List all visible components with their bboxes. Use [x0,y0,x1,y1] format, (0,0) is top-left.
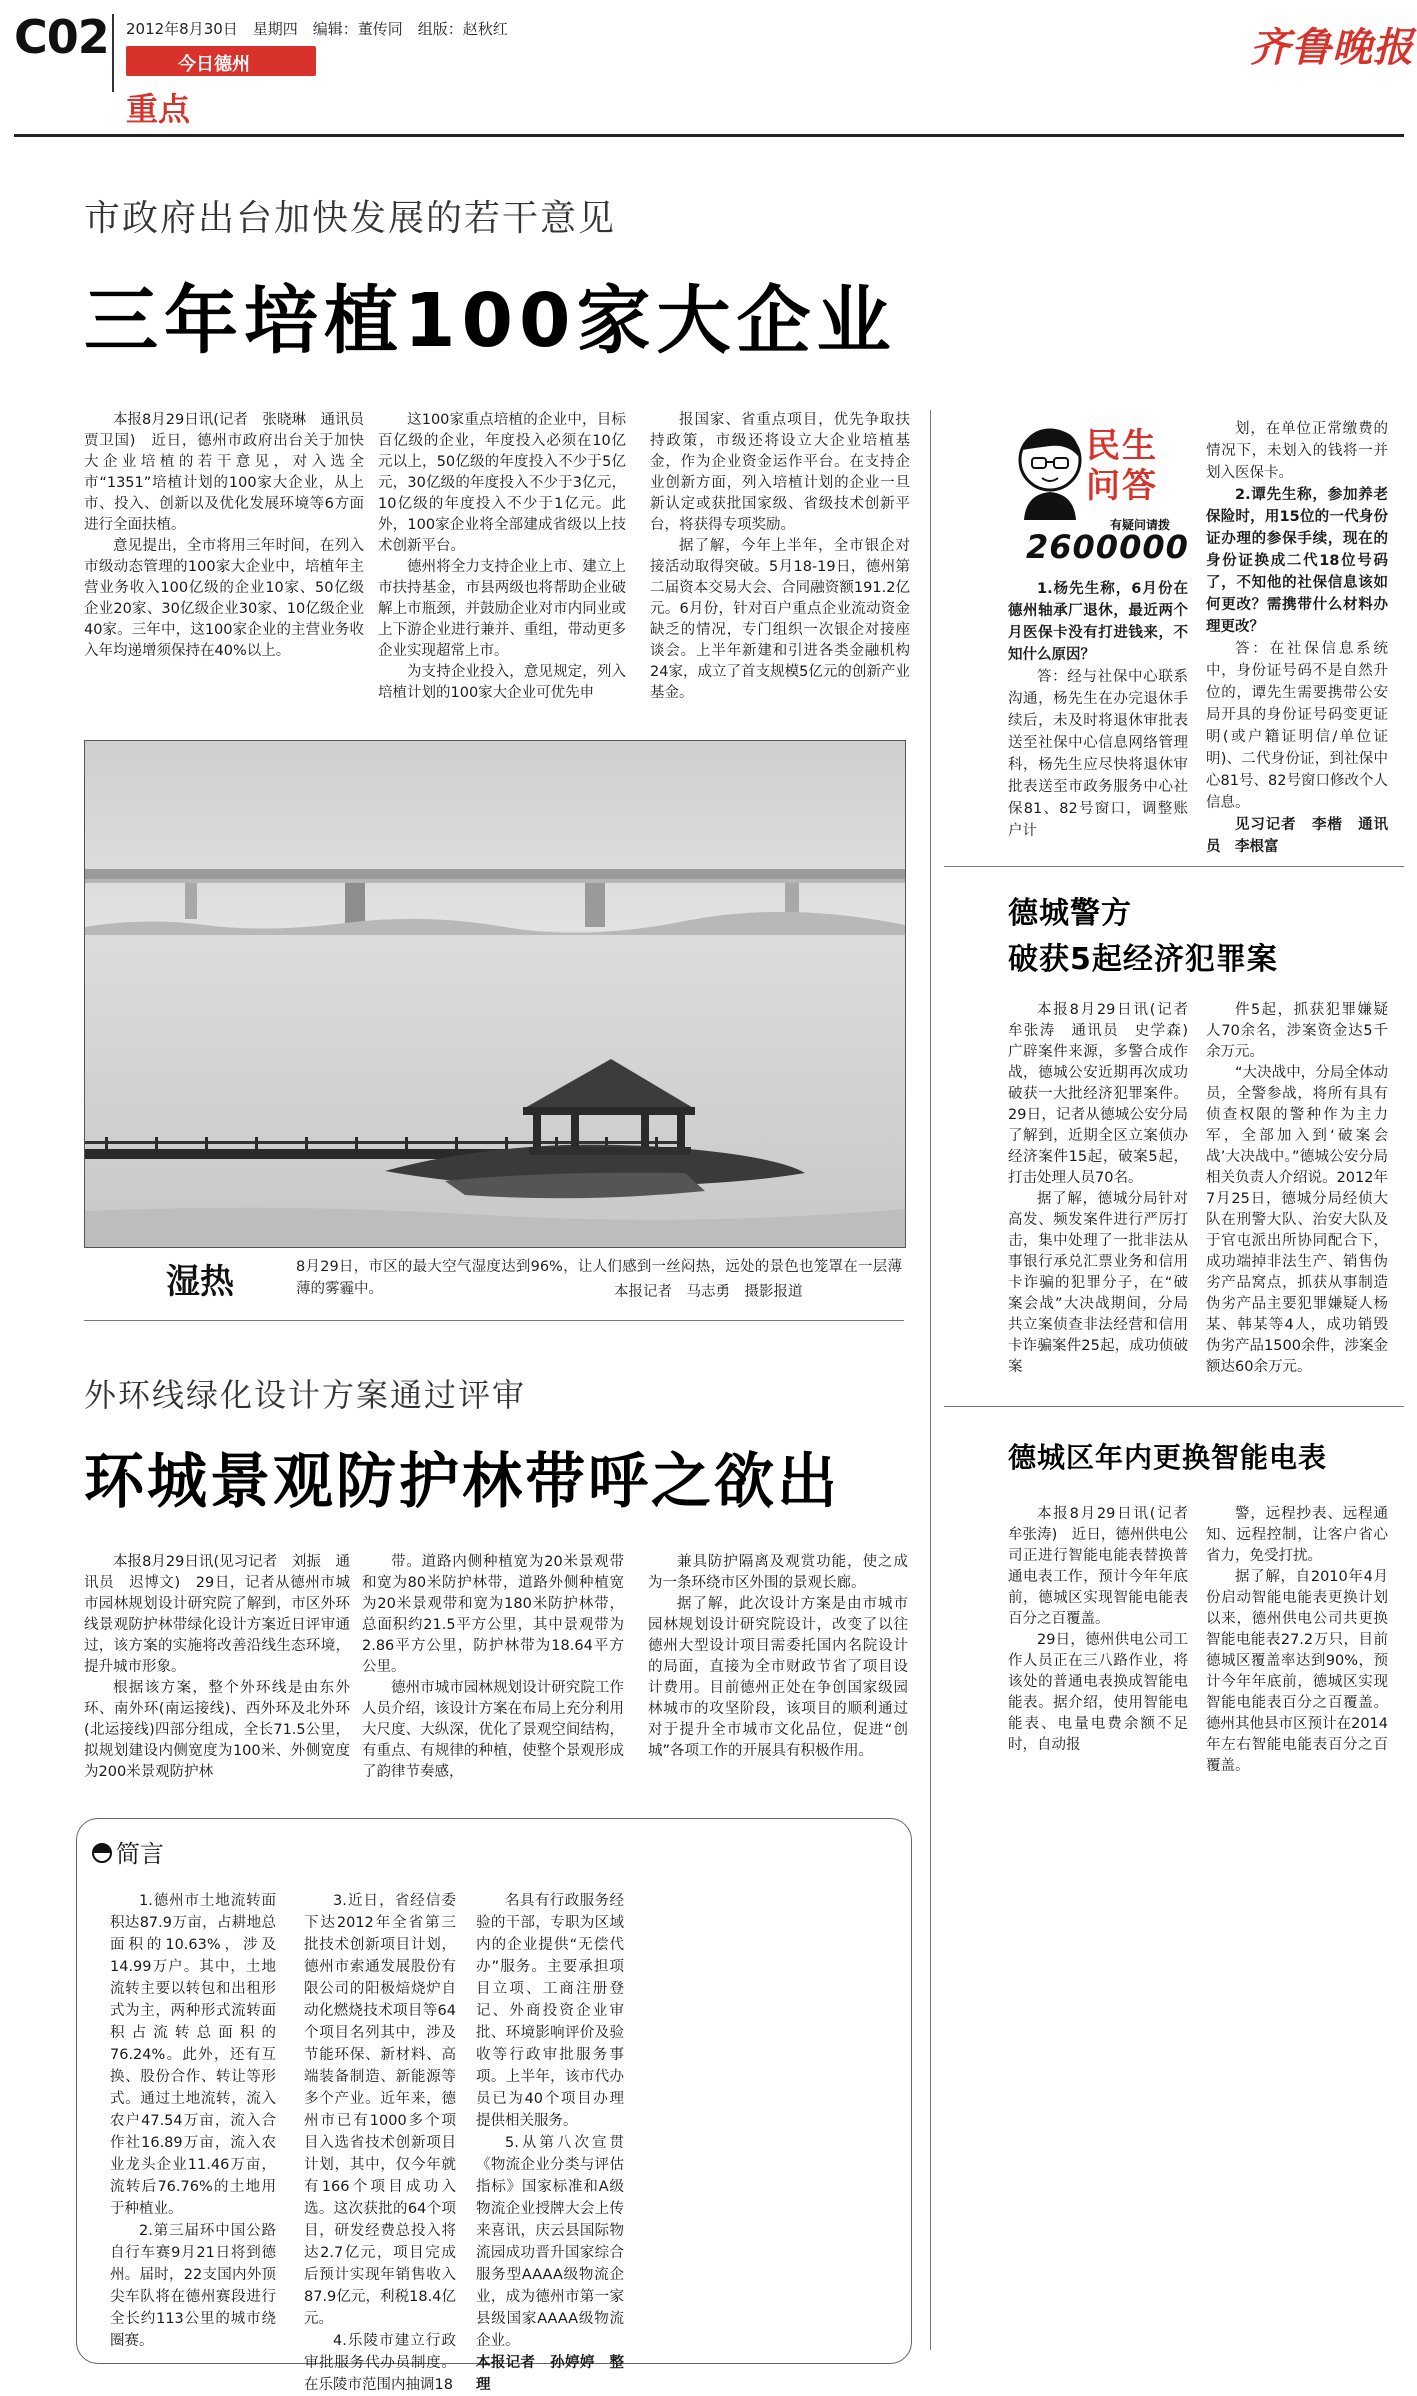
qa-column-1 [1008,578,1188,842]
green-paragraph: 兼具防护隔离及观赏功能，使之成为一条环绕市区外围的景观长廊。 [648,1554,908,1591]
lead-paragraph: 报国家、省重点项目，优先争取扶持政策，市级还将设立大企业培植基金，作为企业资金运作平台。在支持企业创新方面，列入培植计划的企业一旦新认定或获批国家级、省级技术创新平台，将获得专项奖励。 [650,412,910,533]
green-paragraph: 带。道路内侧种植宽为20米景观带和宽为80米防护林带，道路外侧种植宽为20米景观带和宽为180米防护林带，总面积约21.5平方公里，其中景观带为2.86平方公里，防护林带为18.64平方公里。 [362,1554,624,1675]
lead-paragraph: 德州将全力支持企业上市、建立上市扶持基金，市县两级也将帮助企业破解上市瓶颈，并鼓励企业对市内同业或上下游企业进行兼并、重组，带动更多企业实现超常上市。 [378,559,626,659]
meter-column-1 [1008,1504,1203,1756]
lead-paragraph: 为支持企业投入，意见规定，列入培植计划的100家大企业可优先申 [378,664,626,701]
photo-credit: 本报记者 马志勇 摄影报道 [614,1284,803,1300]
circle-icon [92,1843,112,1863]
green-paragraph: 本报8月29日讯(见习记者 刘振 通讯员 迟博文) 29日，记者从德州市城市园林规划设计研究院了解到，市区外环线景观防护林带绿化设计方案近日评审通过，该方案的实施将改善沿线生态环境，提升城市形象。 [84,1554,350,1675]
jianyan-item: 2.第三届环中国公路自行车赛9月21日将到德州。届时，22支国内外顶尖车队将在德州赛段进行全长约113公里的城市绕圈赛。 [110,2223,276,2349]
green-paragraph: 据了解，此次设计方案是由市城市园林规划设计研究院设计，改变了以往德州大型设计项目需委托国内名院设计的局面，直接为全市财政节省了项目设计费用。目前德州正处在争创国家级园林城市的攻坚阶段，该项目的顺利通过对于提升全市城市文化品位，促进“创城”各项工作的开展具有积极作用。 [648,1596,908,1759]
police-paragraph: 件5起，抓获犯罪嫌疑人70余名，涉案资金达5千余万元。 [1206,1002,1388,1060]
jianyan-item: 1.德州市土地流转面积达87.9万亩，占耕地总面积的10.63%，涉及14.99万户。其中，土地流转主要以转包和出租形式为主，两种形式流转面积占流转总面积的76.24%。此外，还有互换、股份合作、转让等形式。通过土地流转，流入农户47.54万亩，流入合作社16.89万亩，流入农业龙头企业11.46万亩，流转后76.76%的土地用于种植业。 [110,1893,276,2217]
jianyan-column-1 [110,1890,276,2352]
jianyan-item: 名具有行政服务经验的干部，专职为区域内的企业提供“无偿代办”服务。主要承担项目立项、工商注册登记、外商投资企业审批、环境影响评价及验收等行政审批服务事项。上半年，该市代办员已为40个项目办理提供相关服务。 [476,1893,624,2129]
hotline-label: 有疑问请拨 [1110,518,1171,532]
meter-paragraph: 本报8月29日讯(记者 牟张涛) 近日，德州供电公司正进行智能电能表替换普通电表工作，预计今年年底前，德城区实现智能电能表百分之百覆盖。 [1008,1506,1203,1627]
page-number: C02 [14,10,109,64]
qa-question: 1.杨先生称，6月份在德州轴承厂退休，最近两个月医保卡没有打进钱来，不知什么原因？ [1008,581,1188,663]
meter-column-2 [1206,1504,1388,1777]
issue-meta: 2012年8月30日 星期四 编辑：董传同 组版：赵秋红 [126,20,508,38]
right-column-rule [930,410,931,2350]
meter-paragraph: 29日，德州供电公司工作人员正在三八路作业，将该处的普通电表换成智能电能表。据介绍，使用智能电能表、电量电费余额不足时，自动报 [1008,1632,1188,1753]
lead-paragraph: 意见提出，全市将用三年时间，在列入市级动态管理的100家大企业中，培植年主营业务收入100亿级的企业10家、50亿级企业20家、30亿级企业30家、10亿级企业40家。三年中，这100家企业的主营业务收入年均递增须保持在40%以上。 [84,538,364,659]
green-column-2 [362,1552,624,1783]
lead-column-1 [84,410,379,662]
qa-credit: 见习记者 李楷 通讯员 李根富 [1206,817,1388,855]
section-title: 重点 [126,90,191,128]
jianyan-item: 5.从第八次宣贯《物流企业分类与评估指标》国家标准和A级物流企业授牌大会上传来喜讯，庆云县国际物流园成功晋升国家综合服务型AAAA级物流企业，成为德州市第一家县级国家AAAA级物流企业。 [476,2135,624,2349]
hotline-number: 2600000 [1026,528,1189,566]
lead-paragraph: 这100家重点培植的企业中，目标百亿级的企业，年度投入必须在10亿元以上，50亿级的年度投入不少于5亿元，30亿级的年度投入不少于3亿元，10亿级的年度投入不少于1亿元。此外，100家企业将全部建成省级以上技术创新平台。 [378,412,626,554]
jianyan-title-label: 简言 [116,1840,164,1868]
green-column-3 [648,1552,908,1762]
jianyan-column-3 [476,1890,624,2396]
section-tag [126,46,316,76]
photo-caption-title: 湿热 [166,1262,234,1302]
section-tag-label: 今日德州 [178,54,250,75]
photo-caption-text: 8月29日，市区的最大空气湿度达到96%，让人们感到一丝闷热，远处的景色也笼罩在一层薄薄的雾霾中。 [296,1259,902,1297]
police-headline-1: 德城警方 [1008,896,1132,931]
qa-question: 2.谭先生称，参加养老保险时，用15位的一代身份证办理的参保手续，现在的身份证换成二代18位号码了，不知他的社保信息该如何更改？需携带什么材料办理更改？ [1206,487,1388,635]
jianyan-title [92,1834,164,1869]
jianyan-item: 4.乐陵市建立行政审批服务代办员制度。在乐陵市范围内抽调18 [304,2333,456,2393]
jianyan-item: 本报记者 孙婷婷 整理 [476,2355,624,2393]
lake-photo [84,740,906,1248]
right-divider-2 [944,1406,1404,1407]
qa-answer: 答：经与社保中心联系沟通，杨先生在办完退休手续后，未及时将退休审批表送至社保中心信息网络管理科，杨先生应尽快将退休审批表送至市政务服务中心社保81、82号窗口，调整账户计 [1008,669,1188,839]
meter-paragraph: 警，远程抄表、远程通知、远程控制，让客户省心省力，免受打扰。 [1206,1506,1388,1564]
reporter-avatar-icon [1010,420,1090,520]
lake-photo-illustration [85,741,905,1247]
green-paragraph: 根据该方案，整个外环线是由东外环、南外环(南运接线)、西外环及北外环(北运接线)四部分组成，全长71.5公里，拟规划建设内侧宽度为100米、外侧宽度为200米景观防护林 [84,1680,350,1780]
masthead-divider [112,14,114,92]
right-divider-1 [944,866,1404,867]
green-kicker: 外环线绿化设计方案通过评审 [84,1376,527,1414]
qa-badge [1010,420,1189,568]
qa-answer: 答：在社保信息系统中，身份证号码不是自然升位的，谭先生需要携带公安局开具的身份证号码变更证明(或户籍证明信/单位证明)、二代身份证，到社保中心81号、82号窗口修改个人信息。 [1206,641,1388,811]
masthead-rule [14,134,1404,137]
green-column-1 [84,1552,350,1783]
police-headline-2: 破获5起经济犯罪案 [1008,942,1278,977]
police-paragraph: 本报8月29日讯(记者 牟张涛 通讯员 史学森) 广辟案件来源，多警合成作战，德城公安近期再次成功破获一大批经济犯罪案件。29日，记者从德城公安分局了解到，近期全区立案侦办经济案件15起，破案5起，打击处理人员70名。 [1008,1002,1203,1186]
meter-headline: 德城区年内更换智能电表 [1008,1441,1328,1474]
meter-paragraph: 据了解，自2010年4月份启动智能电能表更换计划以来，德州供电公司共更换智能电能表27.2万只，目前德城区覆盖率达到90%，预计今年年底前，德城区实现智能电能表百分之百覆盖。德州其他县市区预计在2014年左右智能电能表百分之百覆盖。 [1206,1569,1388,1774]
lead-kicker: 市政府出台加快发展的若干意见 [84,198,617,239]
green-headline: 环城景观防护林带呼之欲出 [84,1447,840,1517]
paper-logo: 齐鲁晚报 [1250,24,1414,71]
lead-column-3 [650,410,910,704]
green-paragraph: 德州市城市园林规划设计研究院工作人员介绍，该设计方案在布局上充分利用大尺度、大纵深，优化了景观空间结构，有重点、有规律的种植，使整个景观形成了韵律节奏感， [362,1680,624,1780]
lead-headline: 三年培植100家大企业 [84,278,897,364]
lead-paragraph: 据了解，今年上半年，全市银企对接活动取得突破。5月18-19日，德州第二届资本交易大会、合同融资额191.2亿元。6月份，针对百户重点企业流动资金缺乏的情况，专门组织一次银企对接座谈会。上半年新建和引进各类金融机构24家，成立了首支规模5亿元的创新产业基金。 [650,538,910,701]
qa-badge-title: 民生问答 [1086,426,1158,506]
police-paragraph: “大决战中，分局全体动员，全警参战，将所有具有侦查权限的警种作为主力军，全部加入到‘破案会战’大决战中。”德城公安分局相关负责人介绍说。2012年7月25日，德城分局经侦大队在刑警大队、治安大队及于官屯派出所协同配合下，成功端掉非法生产、销售伪劣产品窝点，抓获从事制造伪劣产品主要犯罪嫌疑人杨某、韩某等4人，成功销毁伪劣产品1500余件，涉案金额达60余万元。 [1206,1065,1388,1375]
qa-answer: 划，在单位正常缴费的情况下，未划入的钱将一并划入医保卡。 [1206,421,1388,481]
police-column-2 [1206,1000,1388,1378]
jianyan-item: 3.近日，省经信委下达2012年全省第三批技术创新项目计划，德州市索通发展股份有限公司的阳极焙烧炉自动化燃烧技术项目等64个项目名列其中，涉及节能环保、新材料、高端装备制造、新能源等多个产业。近年来，德州市已有1000多个项目入选省技术创新项目计划，其中，仅今年就有166个项目成功入选。这次获批的64个项目，研发经费总投入将达2.7亿元，项目完成后预计实现年销售收入87.9亿元，利税18.4亿元。 [304,1893,456,2327]
jianyan-column-2 [304,1890,456,2396]
lead-paragraph: 本报8月29日讯(记者 张晓琳 通讯员 贾卫国) 近日，德州市政府出台关于加快大企业培植的若干意见，对入选全市“1351”培植计划的100家大企业，从上市、投入、创新以及优化发展环境等6方面进行全面扶植。 [84,412,379,533]
police-column-1 [1008,1000,1203,1378]
lead-column-2 [378,410,626,704]
police-paragraph: 据了解，德城分局针对高发、频发案件进行严厉打击，集中处理了一批非法从事银行承兑汇票业务和信用卡诈骗的犯罪分子，在“破案会战”大决战期间，分局共立案侦查非法经营和信用卡诈骗案件25起，成功侦破案 [1008,1191,1188,1375]
section-divider [84,1320,904,1321]
qa-column-2 [1206,418,1388,858]
